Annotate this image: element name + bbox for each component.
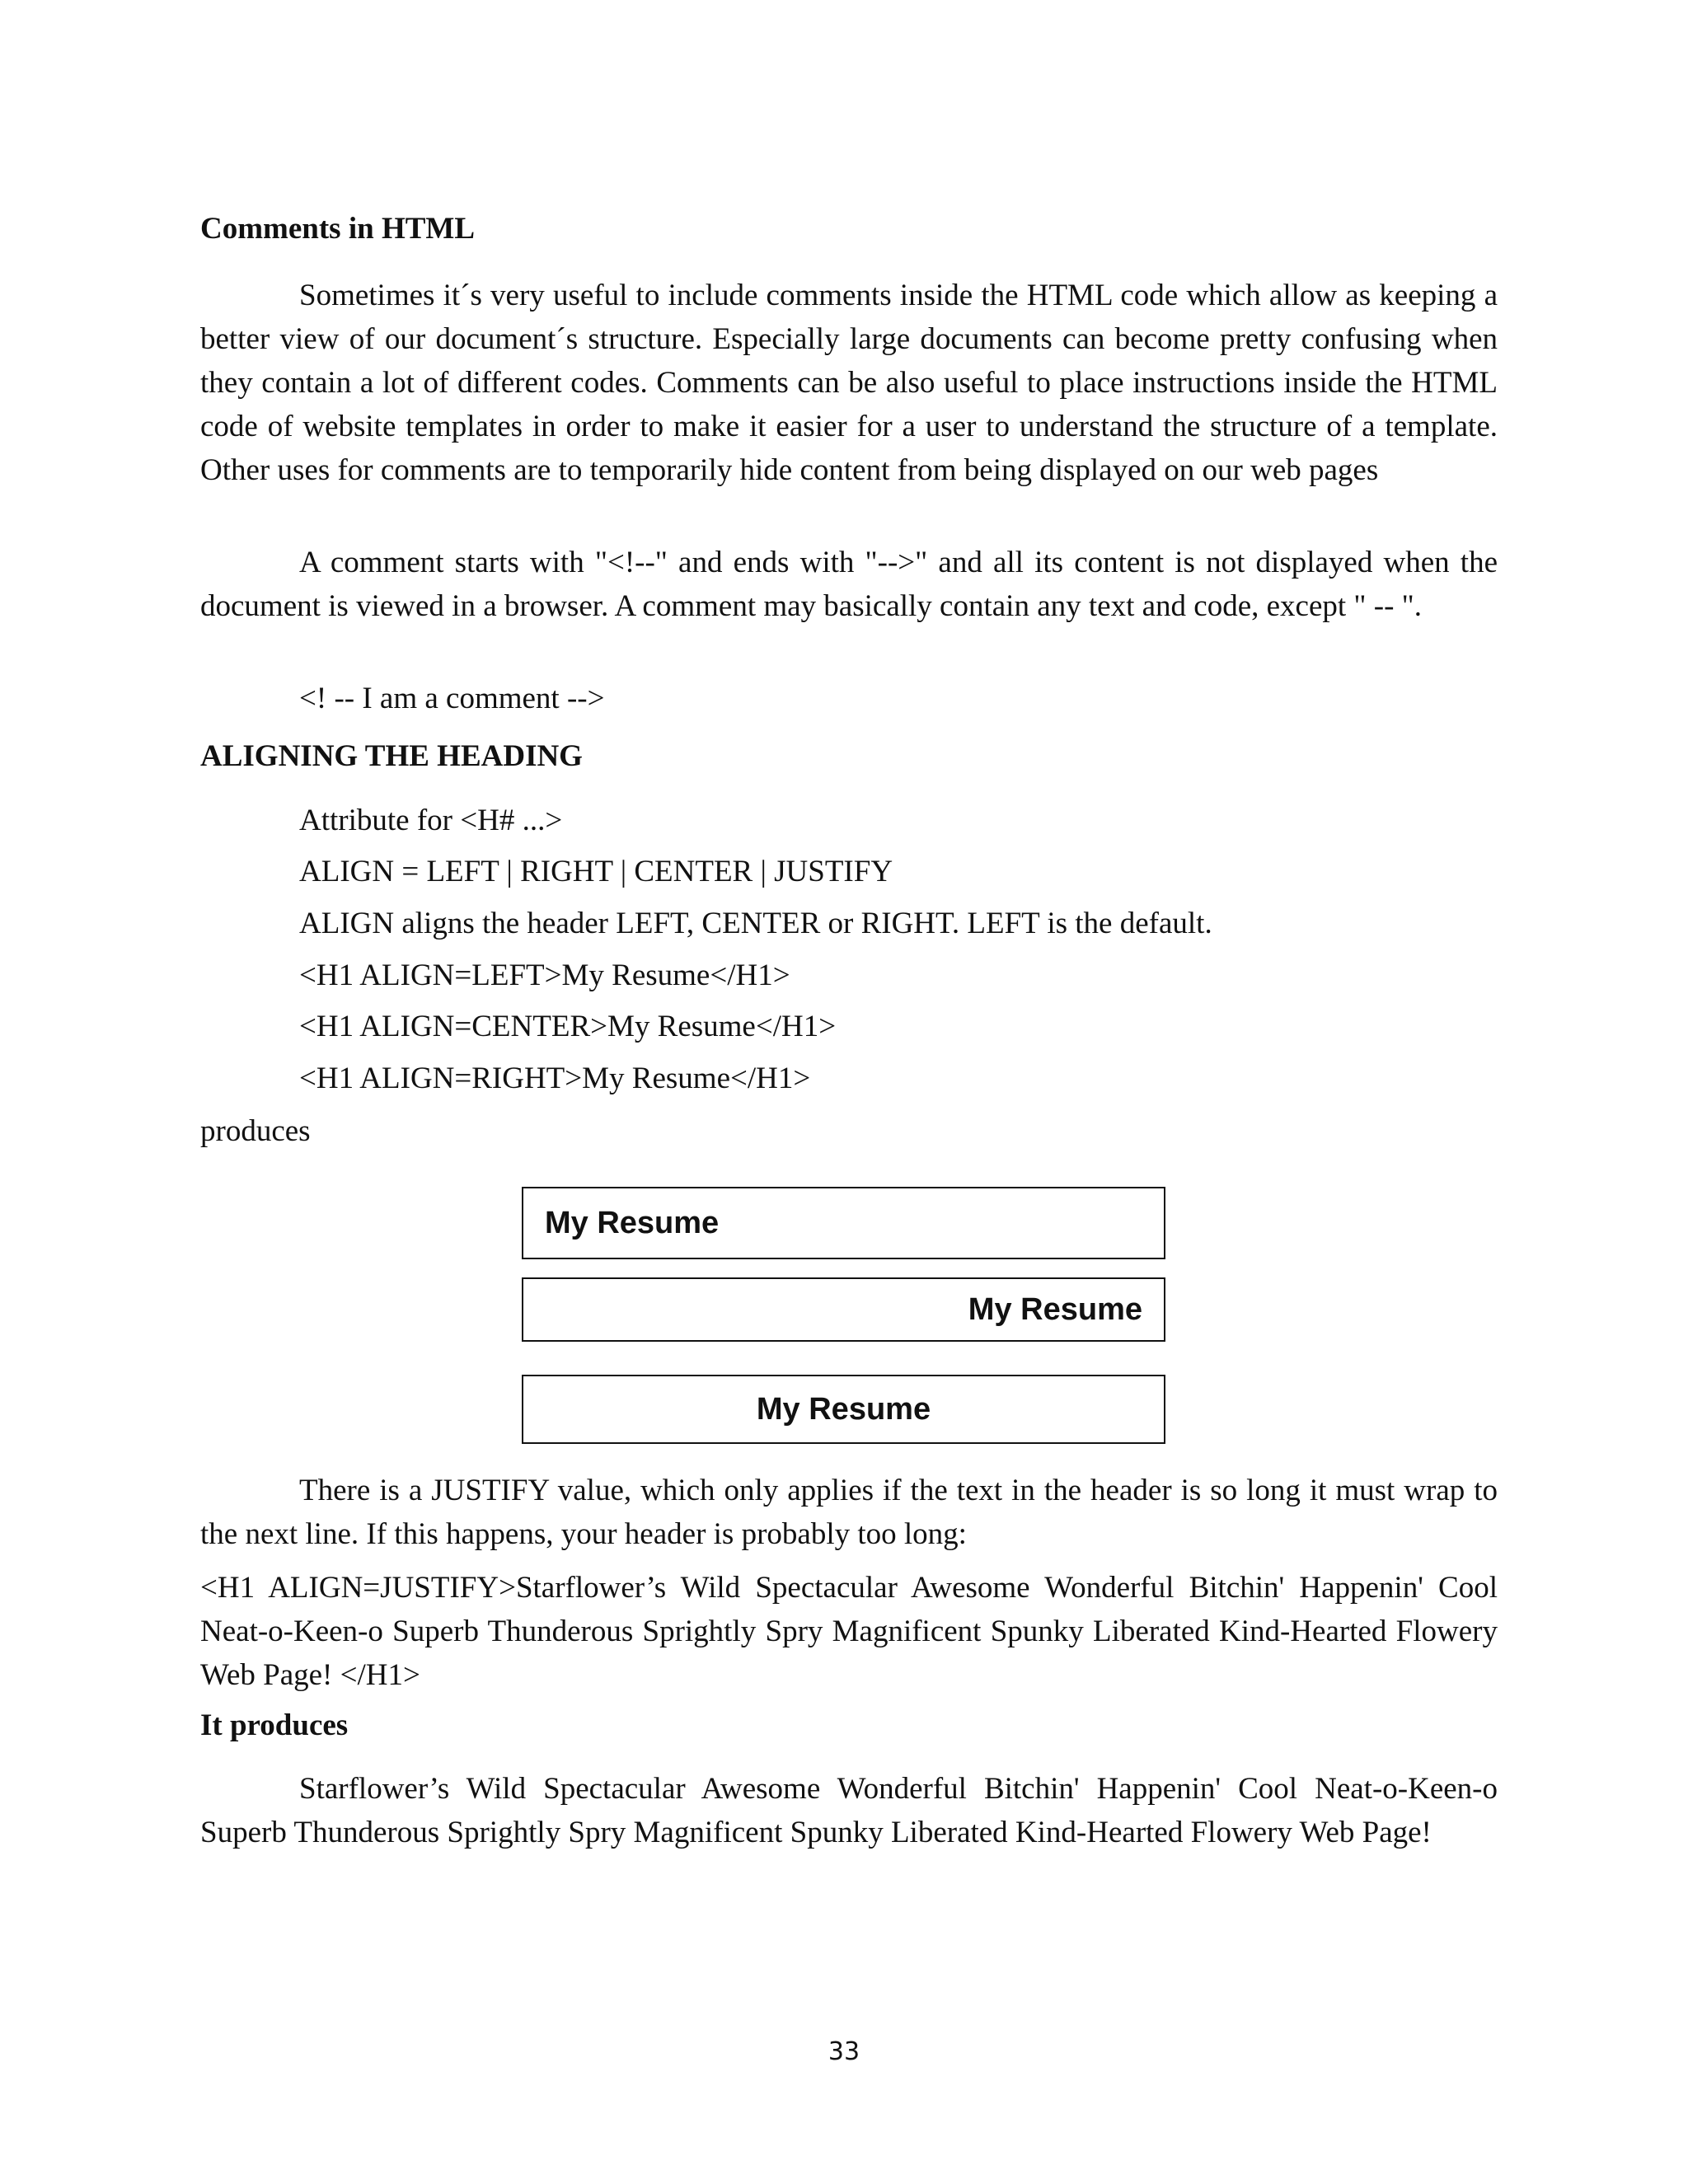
page-number: 33 [828,2037,860,2066]
justify-paragraph: There is a JUSTIFY value, which only applies if the text in the header is so long it must wrap to the next line. If this happens, your header is probably too long: [200,1474,1498,1551]
justify-code: <H1 ALIGN=JUSTIFY>Starflower’s Wild Spectacular Awesome Wonderful Bitchin' Happenin' Cool Neat-o-Keen-o Superb Thunderous Sprightly Spry Magnificent Spunky Liberated Kind-Hearted Flowery Web Page! </H1> [200,1571,1498,1692]
align-description: ALIGN aligns the header LEFT, CENTER or RIGHT. LEFT is the default. [299,907,1212,940]
comments-heading: Comments in HTML [200,212,475,246]
comment-example: <! -- I am a comment --> [299,682,605,715]
demo-heading-right-text: My Resume [968,1291,1142,1327]
it-produces-heading: It produces [200,1708,349,1742]
demo-heading-center [522,1375,1165,1444]
demo-heading-right [522,1277,1165,1342]
demo-heading-left [522,1187,1165,1259]
attribute-line: Attribute for <H# ...> [299,804,563,837]
demo-heading-left-text: My Resume [545,1205,720,1240]
align-values-line: ALIGN = LEFT | RIGHT | CENTER | JUSTIFY [299,855,893,888]
comments-paragraph-1: Sometimes it´s very useful to include comments inside the HTML code which allow as keeping a better view of our document´s structure. Especially large documents can become pretty confusing when they contain a lot of different codes. Comments can be also useful to place instructions inside the HTML code of website templates in order to make it easier for a user to understand the structure of a template. Other uses for comments are to temporarily hide content from being displayed on our web pages [200,279,1498,487]
comments-paragraph-2: A comment starts with "<!--" and ends with "-->" and all its content is not displayed when the document is viewed in a browser. A comment may basically contain any text and code, except " -- ". [200,546,1498,623]
code-align-center: <H1 ALIGN=CENTER>My Resume</H1> [299,1010,837,1043]
aligning-heading: ALIGNING THE HEADING [200,739,583,773]
code-align-right: <H1 ALIGN=RIGHT>My Resume</H1> [299,1062,811,1095]
justify-result-text: Starflower’s Wild Spectacular Awesome Wonderful Bitchin' Happenin' Cool Neat-o-Keen-o Superb Thunderous Sprightly Spry Magnificent Spunky Liberated Kind-Hearted Flowery Web Page! [200,1772,1498,1849]
code-align-left: <H1 ALIGN=LEFT>My Resume</H1> [299,958,790,992]
demo-heading-center-text: My Resume [756,1391,931,1427]
produces-label: produces [200,1114,311,1148]
